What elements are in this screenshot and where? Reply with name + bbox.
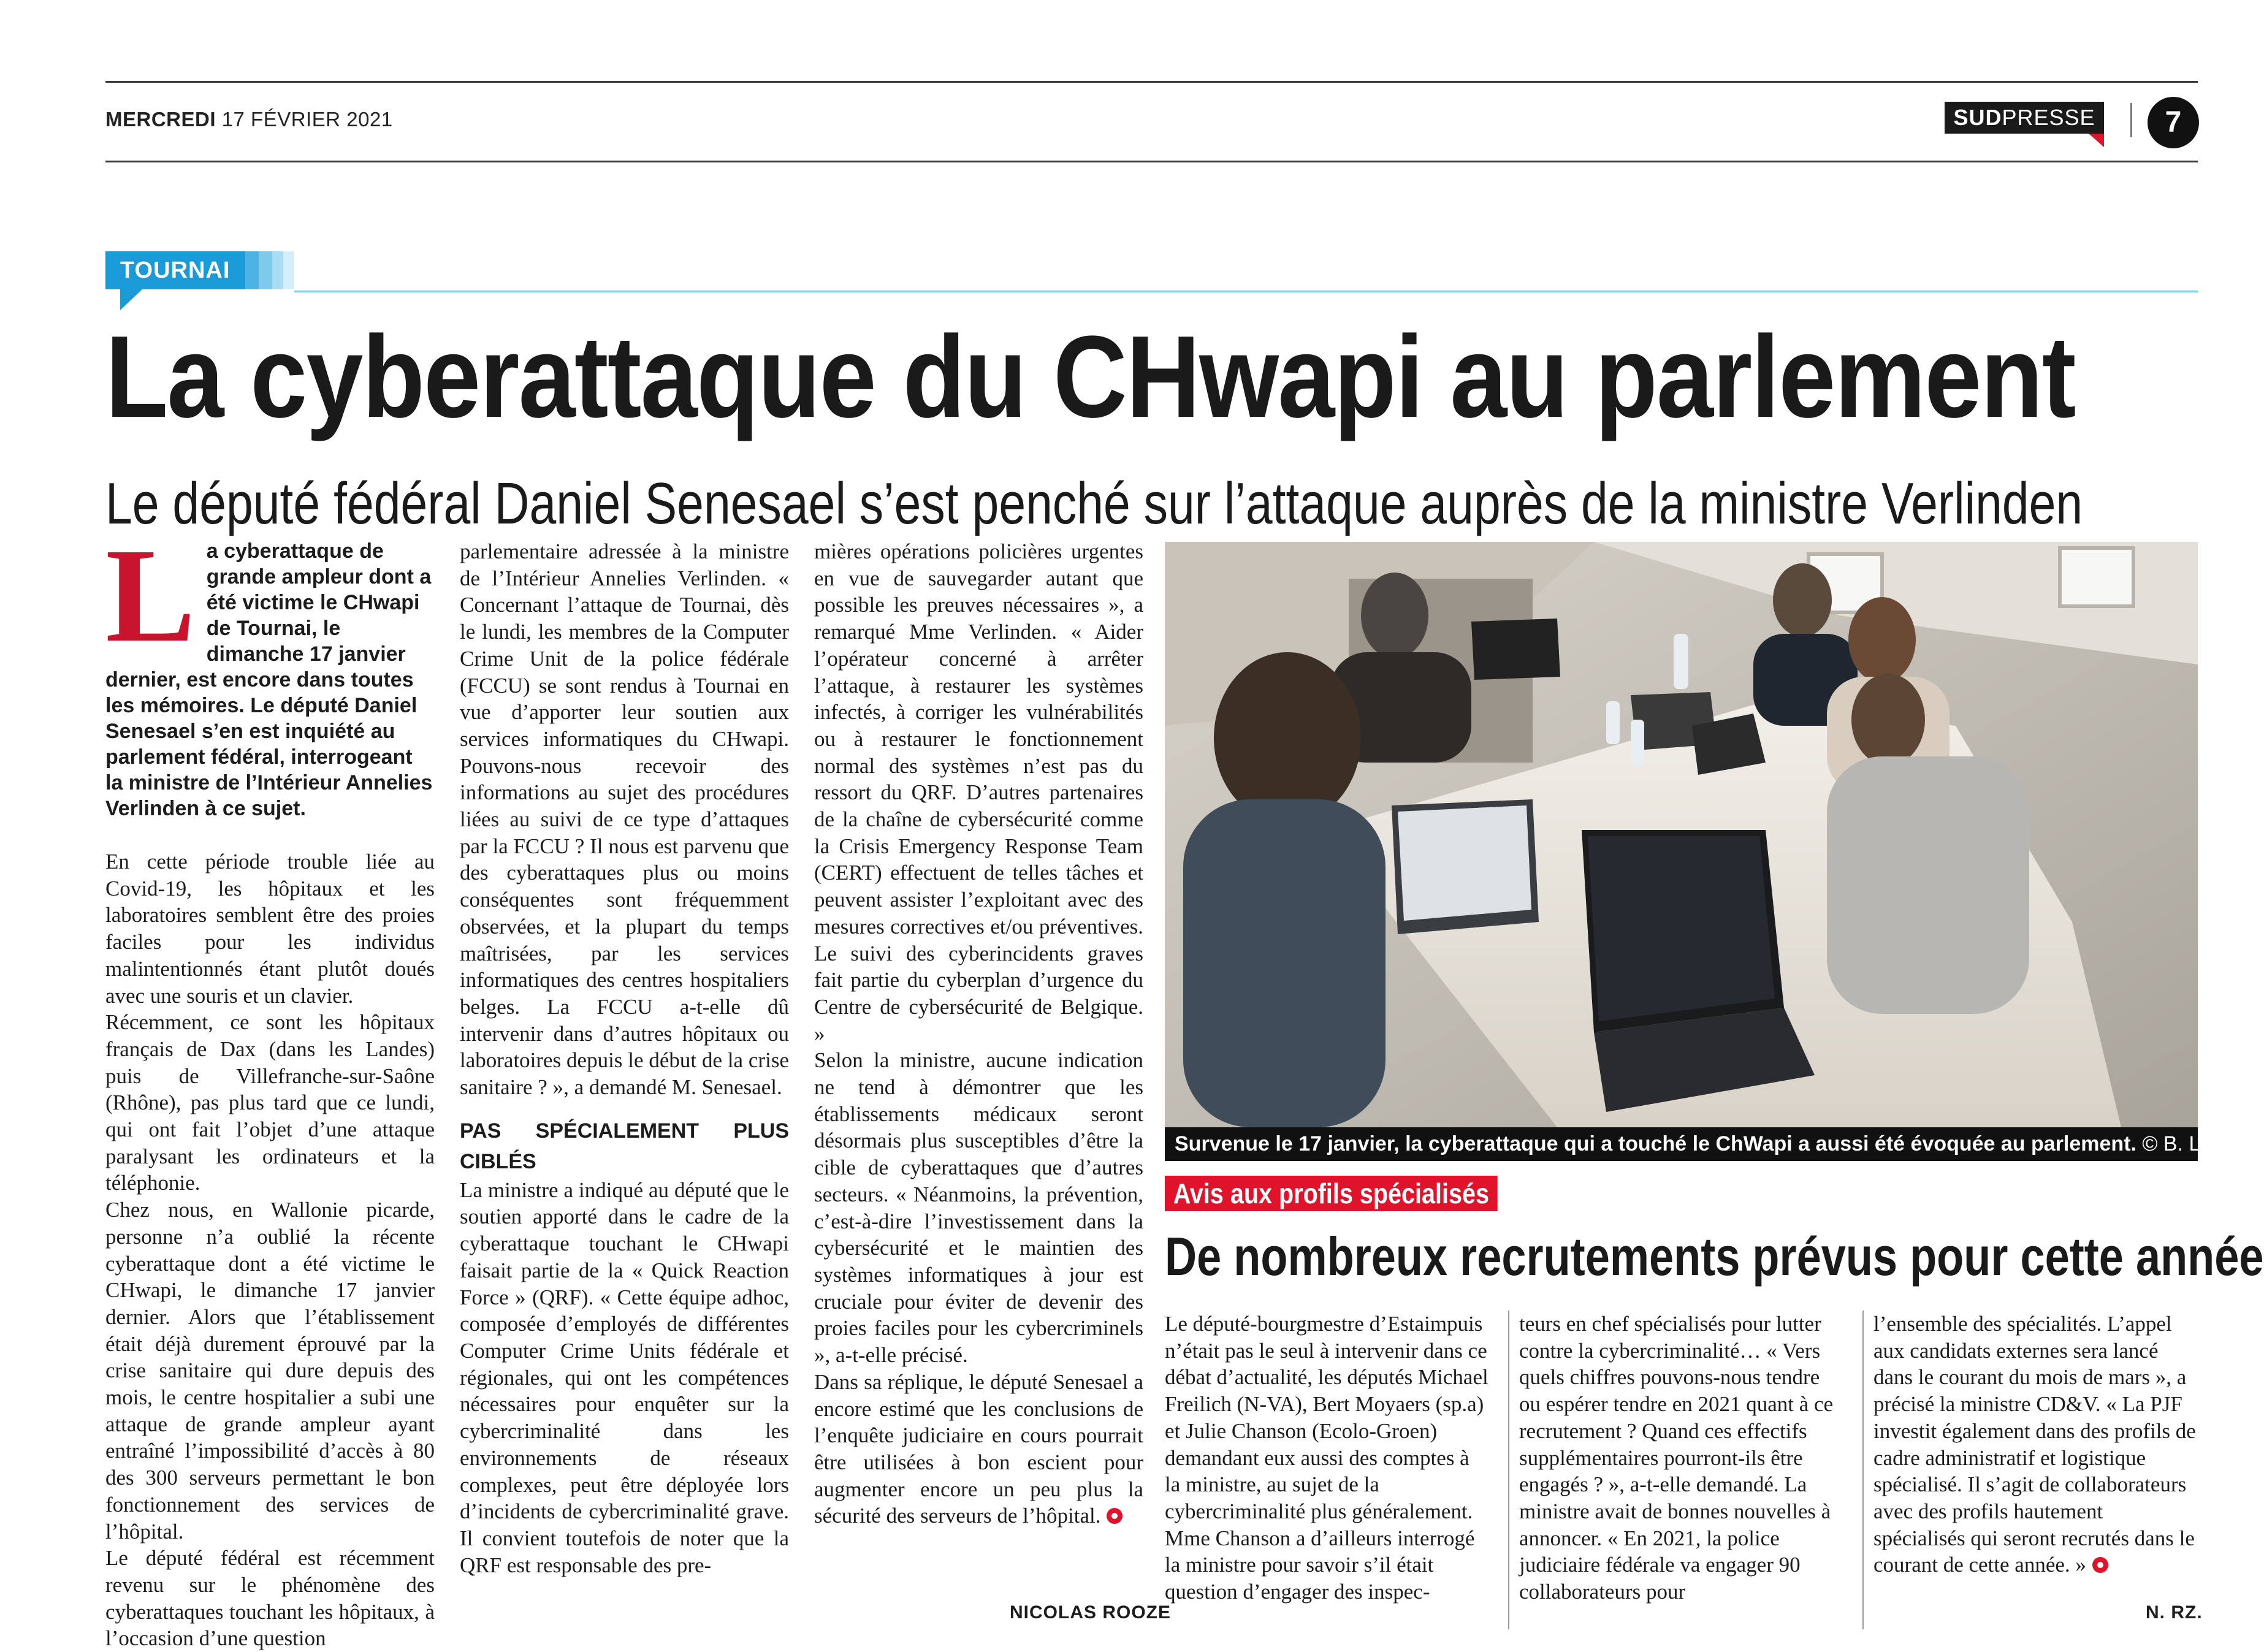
lead-text: a cyberattaque de grande ampleur dont a été victime le CHwapi de Tournai, le dimanche 17 janvier dernier, est encore dans toutes les mémoires. Le député Daniel Senesael s’en est inquiété au parlement fédéral, interrogeant la ministre de l’Intérieur Annelies Verlinden à ce sujet.	[105, 539, 433, 820]
sudpresse-logo	[1945, 102, 2104, 134]
person	[1214, 652, 1361, 824]
column-separator	[1508, 1311, 1509, 1629]
window	[2060, 548, 2133, 606]
logo-bold: SUD	[1953, 105, 2002, 130]
article-photo	[1165, 542, 2198, 1127]
person	[1848, 597, 1916, 683]
paragraph-text: l’ensemble des spécialités. L’appel aux candidats externes sera lancé dans le courant du mois de mars », a précisé la ministre CD&V. « La PJF investit également dans des profils de cadre administratif et logistique spécialisé. Il s’agit de collaborateurs avec des profils hautement spécialisés qui seront recrutés dans le courant de cette année. »	[1873, 1312, 2196, 1577]
rubric-line	[294, 291, 2198, 292]
person	[1361, 573, 1428, 658]
logo-light: PRESSE	[2002, 105, 2095, 130]
header-rule	[105, 161, 2198, 162]
caption-text: Survenue le 17 janvier, la cyberattaque qui a touché le ChWapi a aussi été évoquée au parlement.	[1175, 1132, 2136, 1155]
paragraph: mières opérations policières urgentes en vue de sauvegarder autant que possible les preuves nécessaires », a remarqué Mme Verlinden. « Aider l’opérateur concerné à arrêter l’attaque, à restaurer les systèmes infectés, à corriger les vulnérabilités ou à restaurer le fonctionnement normal des systèmes n’est pas du ressort du QRF. D’autres partenaires de la chaîne de cybersécurité comme la Crisis Emergency Response Team (CERT) effectuent de telles tâches et peuvent assister l’exploitant avec des mesures correctives et/ou préventives. Le suivi des cyberincidents graves fait partie du cyberplan d’urgence du Centre de cybersécurité de Belgique. »	[814, 539, 1143, 1046]
sidebar-column-1	[1165, 1311, 1488, 1605]
paragraph: Le député-bourgmestre d’Estaimpuis n’était pas le seul à intervenir dans ce débat d’actualité, les députés Michael Freilich (N-VA), Bert Moyaers (sp.a) et Julie Chanson (Ecolo-Groen) demandant eux aussi des comptes à la ministre, au sujet de la cybercriminalité plus généralement. Mme Chanson a d’ailleurs interrogé la ministre pour savoir s’il était question d’engager des inspec-	[1165, 1312, 1488, 1604]
person	[1773, 563, 1832, 637]
rubric-square	[259, 251, 272, 289]
page-number: 7	[2148, 97, 2199, 148]
article-column-1	[105, 520, 435, 1652]
article-byline: NICOLAS ROOZE	[1010, 1602, 1172, 1623]
logo-flag-icon	[2089, 134, 2104, 147]
paragraph	[1873, 1311, 2198, 1578]
paragraph: teurs en chef spécialisés pour lutter contre la cybercriminalité… « Vers quels chiffres pouvons-nous tendre ou espérer tendre en 2021 quant à ce recrutement ? Quand ces effectifs supplémentaires pourront-ils être engagés ? », a-t-elle demandé. La ministre avait de bonnes nouvelles à annoncer. « En 2021, la police judiciaire fédérale va engager 90 collaborateurs pour	[1519, 1312, 1834, 1604]
person	[1851, 674, 1925, 766]
top-rule	[105, 81, 2198, 83]
rubric-square	[283, 251, 294, 289]
article-lead	[105, 520, 435, 821]
header-separator	[2130, 103, 2132, 137]
paragraph: Le député fédéral est récemment revenu sur le phénomène des cyberattaques touchant les hôpitaux, à l’occasion d’une question	[105, 1546, 435, 1651]
end-mark-icon	[1107, 1508, 1122, 1524]
paragraph: Chez nous, en Wallonie picarde, personne n’a oublié la récente cyberattaque dont a été victime le CHwapi, le dimanche 17 janvier dernier. Alors que l’établissement était déjà durement éprouvé par la crise sanitaire qui dure depuis des mois, le centre hospitalier a subi une attaque de grande ampleur ayant entraîné l’impossibilité d’accès à 80 des 300 serveurs permettant le bon fonctionnement des services de l’hôpital.	[105, 1198, 435, 1544]
newsroom-photo-illustration	[1165, 542, 2198, 1127]
photo-caption	[1165, 1127, 2206, 1161]
end-mark-icon	[2092, 1557, 2108, 1573]
sidebar-column-3	[1873, 1311, 2198, 1578]
sidebar-byline: N. RZ.	[2146, 1602, 2203, 1623]
rubric-square	[272, 251, 283, 289]
paragraph: En cette période trouble liée au Covid-19, les hôpitaux et les laboratoires semblent être des proies faciles pour les individus malintentionnés étant plutôt doués avec une souris et un clavier.	[105, 850, 435, 1008]
water-bottle	[1674, 634, 1688, 689]
paragraph	[814, 1369, 1143, 1529]
paragraph: Récemment, ce sont les hôpitaux français de Dax (dans les Landes) puis de Villefranche-sur-Saône (Rhône), pas plus tard que ce lundi, qui ont fait l’objet d’une attaque paralysant les ordinateurs et la téléphonie.	[105, 1010, 435, 1195]
article-column-2	[460, 538, 789, 1578]
drop-cap: L	[105, 520, 196, 670]
photo-credit: © B. L.	[2142, 1132, 2206, 1155]
intertitle: PAS SPÉCIALEMENT PLUS CIBLÉS	[460, 1119, 789, 1173]
sidebar-kicker: Avis aux profils spécialisés	[1165, 1176, 1498, 1211]
article-column-3	[814, 538, 1143, 1529]
paragraph: La ministre a indiqué au député que le soutien apporté dans le cadre de la cyberattaque touchant le CHwapi faisait partie de la « Quick Reaction Force » (QRF). « Cette équipe adhoc, composée d’employés de différentes Computer Crime Units fédérale et régionales, qui ont les compétences nécessaires pour enquêter sur la cybercriminalité dans les environnements de réseaux complexes, peut être déployée lors d’incidents de cybercriminalité grave. Il convient toutefois de noter que la QRF est responsable des pre-	[460, 1178, 789, 1577]
rubric-square	[245, 251, 259, 289]
column-separator	[1862, 1311, 1864, 1629]
issue-date	[105, 108, 393, 131]
issue-day: 17 FÉVRIER 2021	[221, 108, 393, 131]
paragraph: parlementaire adressée à la ministre de l’Intérieur Annelies Verlinden. « Concernant l’attaque de Tournai, dès le lundi, les membres de la Computer Crime Unit de la police fédérale (FCCU) se sont rendus à Tournai en vue d’apporter leur soutien aux services informatiques du CHwapi. Pouvons-nous recevoir des informations au sujet des procédures liées au suivi de ce type d’attaques par la FCCU ? Il nous est parvenu que des cyberattaques plus ou moins conséquentes sont fréquemment observées, et la plupart du temps maîtrisées, par les services informatiques des centres hospitaliers belges. La FCCU a-t-elle dû intervenir dans d’autres hôpitaux ou laboratoires depuis le début de la crise sanitaire ? », a demandé M. Senesael.	[460, 539, 789, 1100]
issue-weekday: MERCREDI	[105, 108, 216, 131]
sidebar-column-2	[1519, 1311, 1843, 1605]
headline: La cyberattaque du CHwapi au parlement	[105, 312, 2075, 442]
paragraph: Selon la ministre, aucune indication ne tend à démontrer que les établissements médicaux seront désormais plus susceptibles d’être la cible de cyberattaques que d’autres secteurs. « Néanmoins, la prévention, c’est-à-dire l’investissement dans la cybersécurité et le maintien des systèmes informatiques à jour est cruciale pour éviter de devenir des proies faciles pour les cybercriminels », a-t-elle précisé.	[814, 1048, 1143, 1368]
sidebar-title: De nombreux recrutements prévus pour cette année	[1165, 1226, 2264, 1287]
rubric-label: TOURNAI	[105, 251, 245, 289]
subtitle: Le député fédéral Daniel Senesael s’est penché sur l’attaque auprès de la ministre Verlinden	[105, 471, 2083, 536]
paragraph-text: Dans sa réplique, le député Senesael a encore estimé que les conclusions de l’enquête judiciaire en cours pourrait être utilisées à bon escient pour augmenter encore un peu plus la sécurité des serveurs de l’hôpital.	[814, 1369, 1143, 1528]
